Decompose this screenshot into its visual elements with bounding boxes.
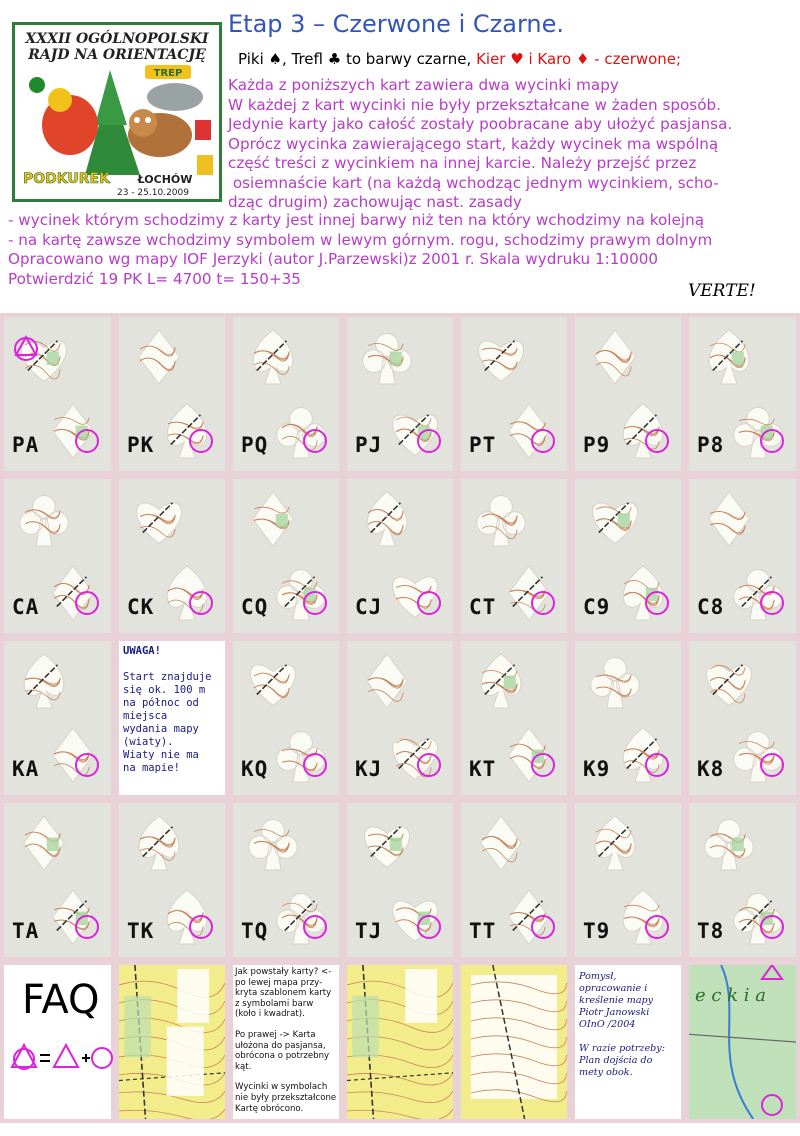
map-example-cell bbox=[115, 961, 229, 1123]
card-kj[interactable] bbox=[347, 641, 453, 795]
rule-line: Potwierdzić 19 PK L= 4700 t= 150+35 bbox=[8, 269, 301, 288]
red-suits-text: Kier ♥ i Karo ♦ - czerwone; bbox=[476, 50, 682, 68]
start-note bbox=[119, 641, 225, 795]
note-line: Wiaty nie ma bbox=[123, 749, 199, 761]
card-pt[interactable] bbox=[461, 317, 567, 471]
cards-grid bbox=[0, 313, 800, 1123]
faq-title: FAQ bbox=[22, 977, 100, 1023]
card-ta[interactable] bbox=[4, 803, 111, 957]
map-example bbox=[119, 965, 225, 1119]
card-cj[interactable] bbox=[347, 479, 453, 633]
rule-line: Opracowano wg mapy IOF Jerzyki (autor J.Parzewski)z 2001 r. Skala wydruku 1:10000 bbox=[8, 250, 659, 268]
card-pa[interactable] bbox=[4, 317, 111, 471]
card-c9[interactable] bbox=[575, 479, 681, 633]
card-cell bbox=[229, 799, 343, 961]
map-example bbox=[347, 965, 453, 1119]
card-label: TT bbox=[469, 919, 497, 943]
card-label: K9 bbox=[583, 757, 611, 781]
card-cell bbox=[229, 475, 343, 637]
card-tj[interactable] bbox=[347, 803, 453, 957]
logo-event: PODKUREK bbox=[23, 171, 110, 187]
logo-line1: XXXII OGÓLNOPOLSKI bbox=[25, 31, 209, 47]
card-label: K8 bbox=[697, 757, 725, 781]
card-pq[interactable] bbox=[233, 317, 339, 471]
card-k9[interactable] bbox=[575, 641, 681, 795]
card-cell bbox=[571, 637, 685, 799]
card-label: TQ bbox=[241, 919, 269, 943]
finish-map-cell bbox=[685, 961, 800, 1123]
card-cell bbox=[457, 475, 571, 637]
note-line: na mapie! bbox=[123, 762, 180, 774]
card-t8[interactable] bbox=[689, 803, 796, 957]
note-line: Start znajduje bbox=[123, 671, 212, 683]
explain-cell bbox=[229, 961, 343, 1123]
event-logo bbox=[12, 22, 222, 202]
note-line: (wiaty). bbox=[123, 736, 174, 748]
card-cell bbox=[685, 637, 800, 799]
finish-map-illustration bbox=[689, 965, 796, 1119]
intro-line: dząc drugim) zachowując nast. zasady bbox=[228, 193, 522, 211]
intro-line: W każdej z kart wycinki nie były przekształcane w żaden sposób. bbox=[228, 95, 721, 114]
card-cq[interactable] bbox=[233, 479, 339, 633]
card-tk[interactable] bbox=[119, 803, 225, 957]
card-label: CK bbox=[127, 595, 155, 619]
card-k8[interactable] bbox=[689, 641, 796, 795]
card-label: CA bbox=[12, 595, 40, 619]
card-cell bbox=[457, 313, 571, 475]
card-cell bbox=[0, 799, 115, 961]
card-label: T9 bbox=[583, 919, 611, 943]
rules-text bbox=[8, 211, 798, 289]
card-label: C8 bbox=[697, 595, 725, 619]
card-label: P9 bbox=[583, 433, 611, 457]
card-label: T8 bbox=[697, 919, 725, 943]
card-t9[interactable] bbox=[575, 803, 681, 957]
card-label: TA bbox=[12, 919, 40, 943]
card-label: KJ bbox=[355, 757, 383, 781]
card-label: KT bbox=[469, 757, 497, 781]
card-cell bbox=[0, 313, 115, 475]
card-p9[interactable] bbox=[575, 317, 681, 471]
note-line: miejsca bbox=[123, 710, 168, 722]
author-paragraph: Pomysł, opracowanie i kreślenie mapy Piotr Janowski OInO /2004 bbox=[579, 971, 654, 1030]
card-label: P8 bbox=[697, 433, 725, 457]
logo-badge: TREP bbox=[153, 68, 183, 79]
card-cell bbox=[229, 637, 343, 799]
card-p8[interactable] bbox=[689, 317, 796, 471]
card-ca[interactable] bbox=[4, 479, 111, 633]
map-label: e c k i a bbox=[695, 985, 767, 1006]
card-label: PQ bbox=[241, 433, 269, 457]
card-cell bbox=[685, 799, 800, 961]
rule-line: - wycinek którym schodzimy z karty jest innej barwy niż ten na który wchodzimy na kolejną bbox=[8, 211, 705, 229]
start-triangle-icon bbox=[762, 965, 782, 979]
card-kq[interactable] bbox=[233, 641, 339, 795]
logo-line2: RAJD NA ORIENTACJĘ bbox=[28, 47, 206, 63]
card-label: TK bbox=[127, 919, 155, 943]
card-label: PK bbox=[127, 433, 155, 457]
card-cell bbox=[343, 637, 457, 799]
author-paragraph: W razie potrzeby: Plan dojścia do mety obok. bbox=[579, 1043, 665, 1078]
intro-text bbox=[228, 76, 796, 213]
card-ka[interactable] bbox=[4, 641, 111, 795]
logo-place: ŁOCHÓW bbox=[137, 173, 193, 186]
map-illustration bbox=[119, 965, 225, 1119]
card-kt[interactable] bbox=[461, 641, 567, 795]
card-cell bbox=[115, 313, 229, 475]
card-label: C9 bbox=[583, 595, 611, 619]
card-cell bbox=[343, 313, 457, 475]
logo-dates: 23 - 25.10.2009 bbox=[117, 188, 189, 198]
map-example-cell bbox=[457, 961, 571, 1123]
card-cell bbox=[115, 475, 229, 637]
intro-line: część treści z wycinkiem na innej karcie. Należy przejść przez bbox=[228, 154, 697, 172]
faq-cell bbox=[0, 961, 115, 1123]
rule-line: - na kartę zawsze wchodzimy symbolem w lewym górnym. rogu, schodzimy prawym dolnym bbox=[8, 230, 713, 249]
author-cell bbox=[571, 961, 685, 1123]
card-label: TJ bbox=[355, 919, 383, 943]
card-cell bbox=[343, 799, 457, 961]
card-label: KA bbox=[12, 757, 40, 781]
card-label: PJ bbox=[355, 433, 383, 457]
card-label: CQ bbox=[241, 595, 269, 619]
card-label: KQ bbox=[241, 757, 269, 781]
explain-paragraph: Wycinki w symbolach nie były przekształcone Kartę obrócono. bbox=[235, 1082, 337, 1114]
card-cell bbox=[571, 475, 685, 637]
suits-colors bbox=[238, 50, 681, 68]
card-pj[interactable] bbox=[347, 317, 453, 471]
card-label: CT bbox=[469, 595, 497, 619]
card-cell bbox=[571, 313, 685, 475]
finish-map[interactable] bbox=[689, 965, 796, 1119]
note-line: się ok. 100 m bbox=[123, 684, 206, 696]
card-tt[interactable] bbox=[461, 803, 567, 957]
card-ct[interactable] bbox=[461, 479, 567, 633]
intro-line: Oprócz wycinka zawierającego start, każdy wycinek ma wspólną bbox=[228, 134, 719, 153]
black-suits-text: Piki ♠, Trefl ♣ to barwy czarne, bbox=[238, 50, 472, 68]
card-cell bbox=[571, 799, 685, 961]
author-text bbox=[575, 965, 681, 1119]
page-title: Etap 3 – Czerwone i Czarne. bbox=[228, 10, 564, 38]
faq-equation-icon bbox=[10, 1037, 114, 1073]
map-example-cell bbox=[343, 961, 457, 1123]
map-illustration bbox=[347, 965, 453, 1119]
card-cell bbox=[229, 313, 343, 475]
card-cell bbox=[343, 475, 457, 637]
finish-circle-icon bbox=[762, 1095, 782, 1115]
card-cell bbox=[0, 475, 115, 637]
note-title: UWAGA! bbox=[123, 645, 161, 657]
card-label: CJ bbox=[355, 595, 383, 619]
card-cell bbox=[115, 637, 229, 799]
card-cell bbox=[457, 637, 571, 799]
explain-text bbox=[233, 965, 339, 1119]
card-cell bbox=[115, 799, 229, 961]
card-cell bbox=[685, 313, 800, 475]
card-cell bbox=[0, 637, 115, 799]
card-label: PT bbox=[469, 433, 497, 457]
map-illustration bbox=[461, 965, 567, 1119]
map-example-rotated bbox=[461, 965, 567, 1119]
card-ck[interactable] bbox=[119, 479, 225, 633]
explain-paragraph: Jak powstały karty? <- po lewej mapa przy-kryta szablonem karty z symbolami barw (koło i kwadrat). bbox=[235, 967, 332, 1020]
explain-paragraph: Po prawej -> Karta ułożona do pasjansa, obrócona o potrzebny kąt. bbox=[235, 1029, 330, 1072]
card-tq[interactable] bbox=[233, 803, 339, 957]
note-line: na północ od bbox=[123, 697, 199, 709]
card-cell bbox=[457, 799, 571, 961]
faq-box bbox=[4, 965, 111, 1119]
verte-label: VERTE! bbox=[688, 281, 756, 301]
card-cell bbox=[685, 475, 800, 637]
intro-line: Każda z poniższych kart zawiera dwa wycinki mapy bbox=[228, 76, 619, 94]
note-line: wydania mapy bbox=[123, 723, 199, 735]
intro-line: Jedynie karty jako całość zostały poobracane aby ułożyć pasjansa. bbox=[228, 115, 733, 133]
card-label: PA bbox=[12, 433, 40, 457]
intro-line: osiemnaście kart (na każdą wchodząc jednym wycinkiem, scho- bbox=[228, 173, 719, 192]
card-c8[interactable] bbox=[689, 479, 796, 633]
card-pk[interactable] bbox=[119, 317, 225, 471]
